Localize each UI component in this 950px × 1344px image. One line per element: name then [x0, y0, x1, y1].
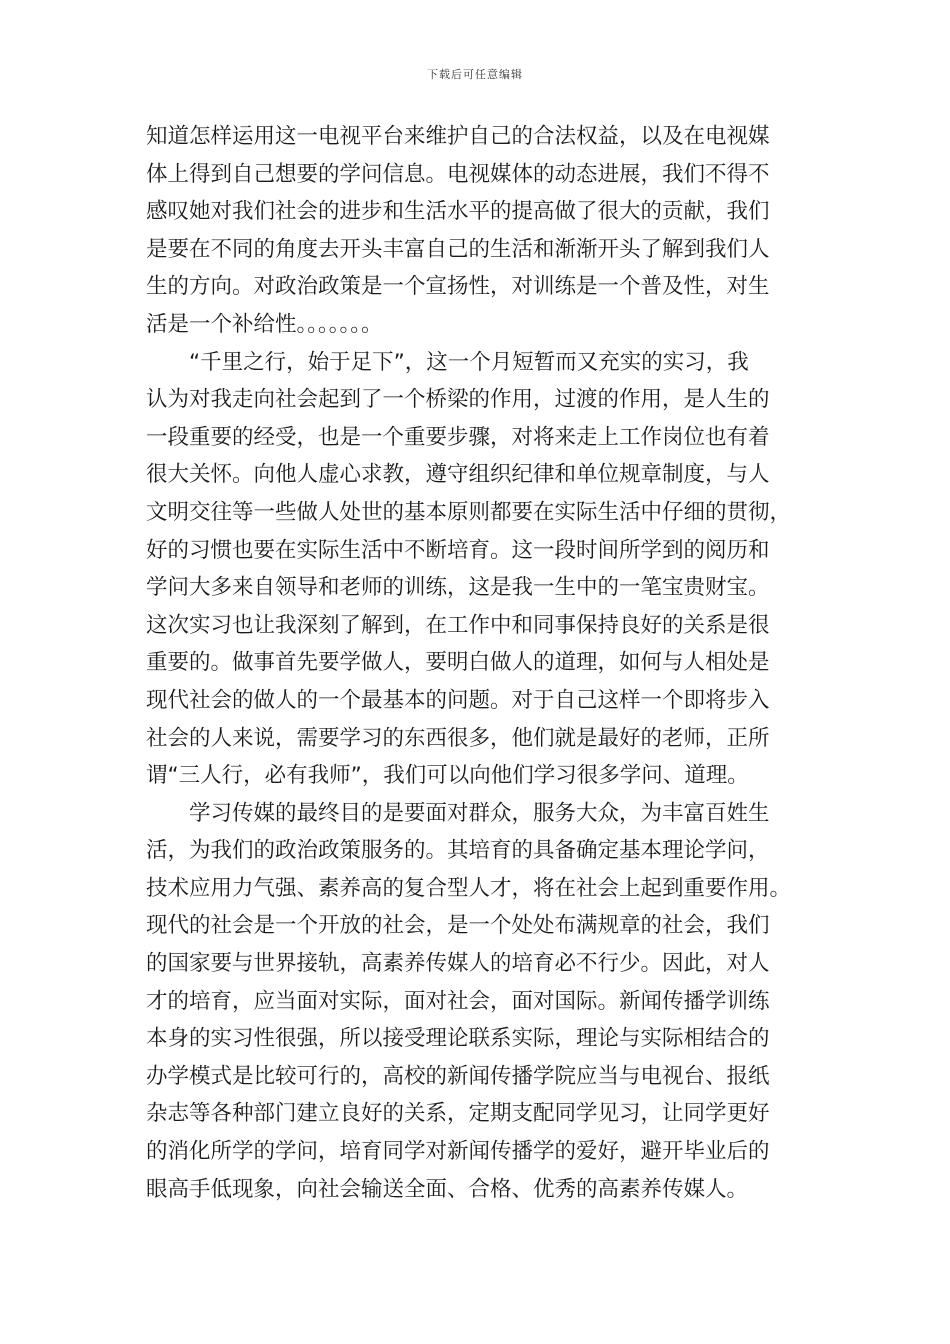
- text-line: 活，为我们的政治政策服务的。其培育的具备确定基本理论学问，: [146, 838, 770, 864]
- text-line: 的国家要与世界接轨，高素养传媒人的培育必不行少。因此，对人: [146, 951, 770, 977]
- text-line: 办学模式是比较可行的，高校的新闻传播学院应当与电视台、报纸: [146, 1063, 770, 1089]
- text-line: 本身的实习性很强，所以接受理论联系实际，理论与实际相结合的: [146, 1026, 770, 1052]
- text-line: 活是一个补给性。。。。。。。: [146, 311, 383, 337]
- text-line: 是要在不同的角度去开头丰富自己的生活和渐渐开头了解到我们人: [146, 236, 770, 262]
- text-line: “千里之行，始于足下”，这一个月短暂而又充实的实习，我: [189, 349, 749, 375]
- text-line: 才的培育，应当面对实际，面对社会，面对国际。新闻传播学训练: [146, 988, 770, 1014]
- text-line: 现代的社会是一个开放的社会，是一个处处布满规章的社会，我们: [146, 913, 770, 939]
- paragraph: [146, 118, 822, 344]
- text-line: 文明交往等一些做人处世的基本原则都要在实际生活中仔细的贯彻，: [146, 499, 792, 525]
- text-line: 杂志等各种部门建立良好的关系，定期支配同学见习，让同学更好: [146, 1101, 770, 1127]
- text-line: 的消化所学的学问，培育同学对新闻传播学的爱好，避开毕业后的: [146, 1139, 770, 1165]
- paragraph: [146, 344, 822, 795]
- text-line: 社会的人来说，需要学习的东西很多，他们就是最好的老师，正所: [146, 725, 770, 751]
- page-header: 下载后可任意编辑: [427, 68, 523, 81]
- text-line: 重要的。做事首先要学做人，要明白做人的道理，如何与人相处是: [146, 650, 770, 676]
- text-line: 现代社会的做人的一个最基本的问题。对于自己这样一个即将步入: [146, 687, 770, 713]
- text-line: 学问大多来自领导和老师的训练，这是我一生中的一笔宝贵财宝。: [146, 575, 770, 601]
- text-line: 一段重要的经受，也是一个重要步骤，对将来走上工作岗位也有着: [146, 424, 770, 450]
- text-line: 学习传媒的最终目的是要面对群众，服务大众，为丰富百姓生: [189, 800, 770, 826]
- document-body: [146, 118, 822, 1208]
- text-line: 技术应用力气强、素养高的复合型人才，将在社会上起到重要作用。: [146, 875, 792, 901]
- text-line: 体上得到自己想要的学问信息。电视媒体的动态进展，我们不得不: [146, 161, 770, 187]
- text-line: 眼高手低现象，向社会输送全面、合格、优秀的高素养传媒人。: [146, 1176, 749, 1202]
- text-line: 这次实习也让我深刻了解到，在工作中和同事保持良好的关系是很: [146, 612, 770, 638]
- text-line: 感叹她对我们社会的进步和生活水平的提高做了很大的贡献，我们: [146, 199, 770, 225]
- text-line: 很大关怀。向他人虚心求教，遵守组织纪律和单位规章制度，与人: [146, 462, 770, 488]
- text-line: 知道怎样运用这一电视平台来维护自己的合法权益，以及在电视媒: [146, 124, 770, 149]
- text-line: 生的方向。对政治政策是一个宣扬性，对训练是一个普及性，对生: [146, 274, 770, 300]
- text-line: 认为对我走向社会起到了一个桥梁的作用，过渡的作用，是人生的: [146, 387, 770, 413]
- text-line: 谓“三人行，必有我师”，我们可以向他们学习很多学问、道理。: [146, 763, 749, 789]
- text-line: 好的习惯也要在实际生活中不断培育。这一段时间所学到的阅历和: [146, 537, 770, 563]
- paragraph: [146, 795, 822, 1209]
